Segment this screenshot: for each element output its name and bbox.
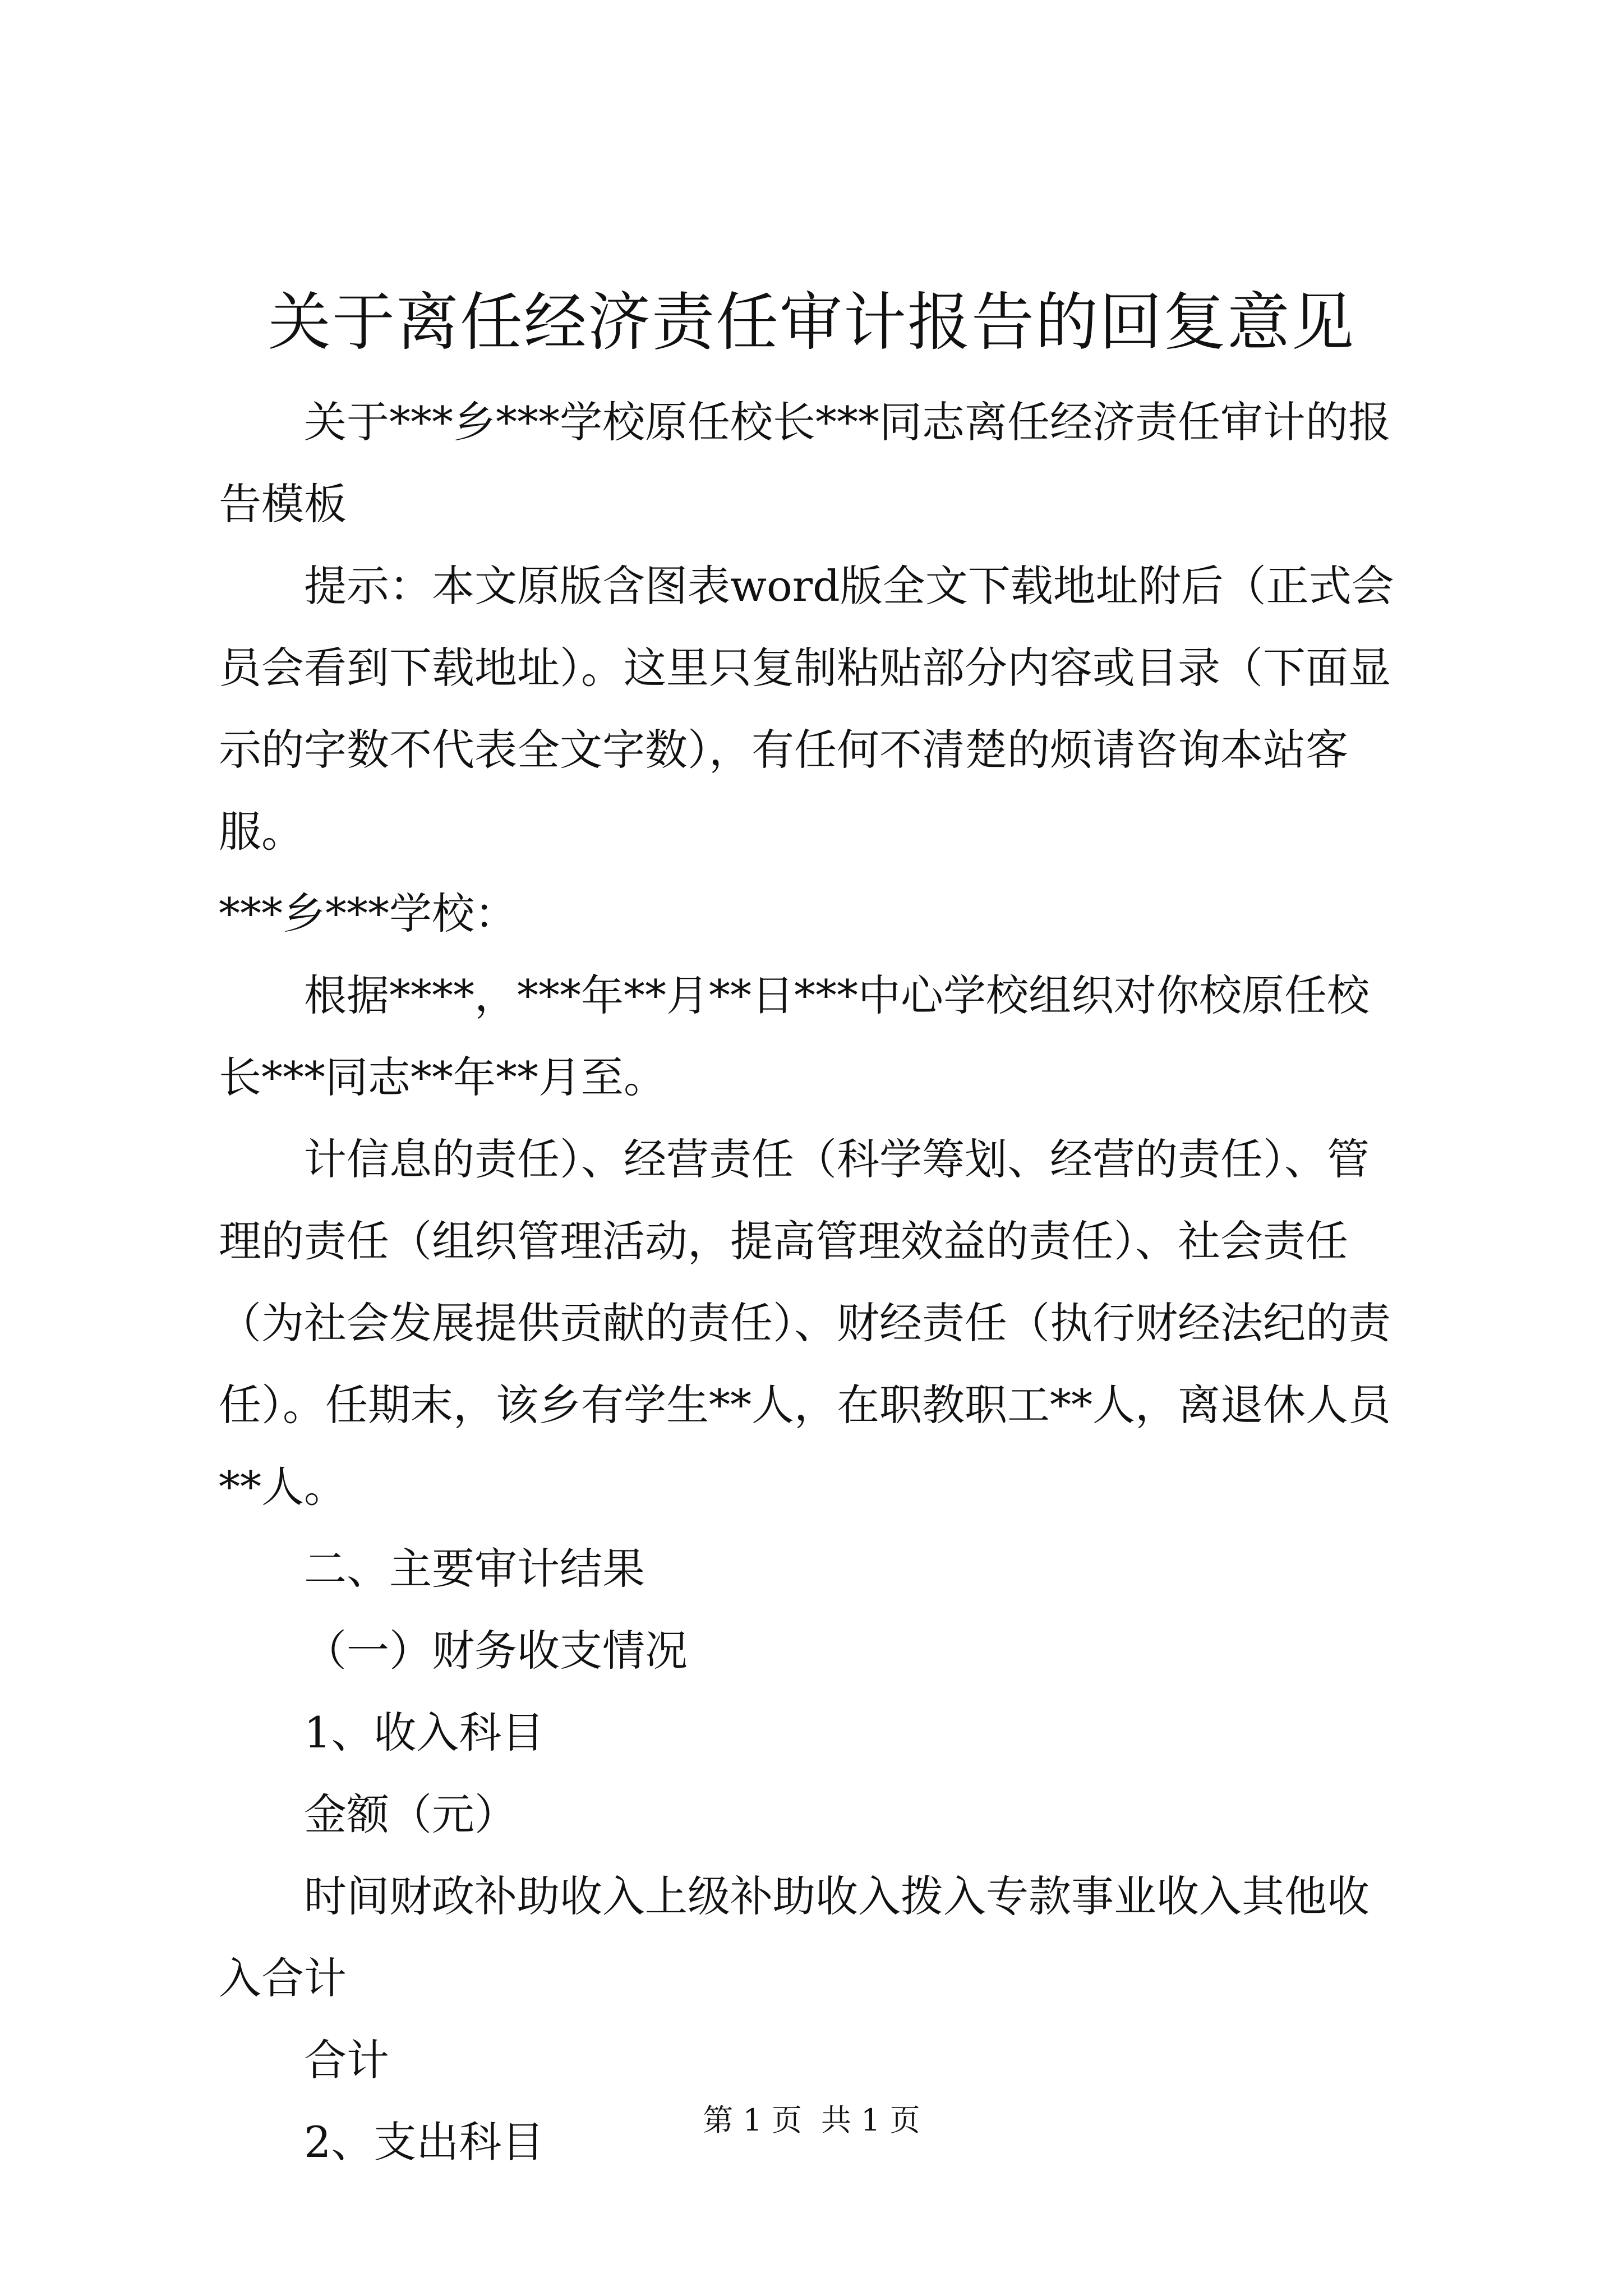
paragraph-addressee: ***乡***学校： — [219, 889, 517, 938]
section-heading-main-results: 二、主要审计结果 — [304, 1544, 645, 1594]
item-income-columns: 时间财政补助收入上级补助收入拨入专款事业收入其他收入合计 — [219, 1871, 1370, 2003]
paragraph-report-heading: 关于***乡***学校原任校长***同志离任经济责任审计的报告模板 — [219, 397, 1391, 529]
paragraph-notice: 提示：本文原版含图表word版全文下载地址附后（正式会员会看到下载地址）。这里只复制粘贴部分内容或目录（下面显示的字数不代表全文字数），有任何不清楚的烦请咨询本站客服。 — [219, 561, 1394, 857]
item-total: 合计 — [304, 2035, 389, 2085]
page-number-current: 第 1 页 — [703, 2102, 802, 2138]
item-expense-subjects: 2、支出科目 — [304, 2117, 545, 2167]
item-income-subjects: 1、收入科目 — [304, 1708, 545, 1757]
page-number-total: 共 1 页 — [821, 2102, 920, 2138]
document-body — [219, 381, 1408, 2183]
paragraph-responsibilities: 计信息的责任）、经营责任（科学筹划、经营的责任）、管理的责任（组织管理活动，提高管理效益的责任）、社会责任（为社会发展提供贡献的责任）、财经责任（执行财经法纪的责任）。任期末，该乡有学生**人，在职教职工**人，离退休人员**人。 — [219, 1134, 1391, 1512]
paragraph-basis: 根据****，***年**月**日***中心学校组织对你校原任校长***同志**年**月至。 — [219, 970, 1370, 1102]
document-title: 关于离任经济责任审计报告的回复意见 — [268, 286, 1355, 359]
item-amount-label: 金额（元） — [304, 1789, 517, 1839]
subsection-heading-finance: （一）财务收支情况 — [304, 1626, 688, 1676]
page-footer — [0, 2098, 1623, 2143]
